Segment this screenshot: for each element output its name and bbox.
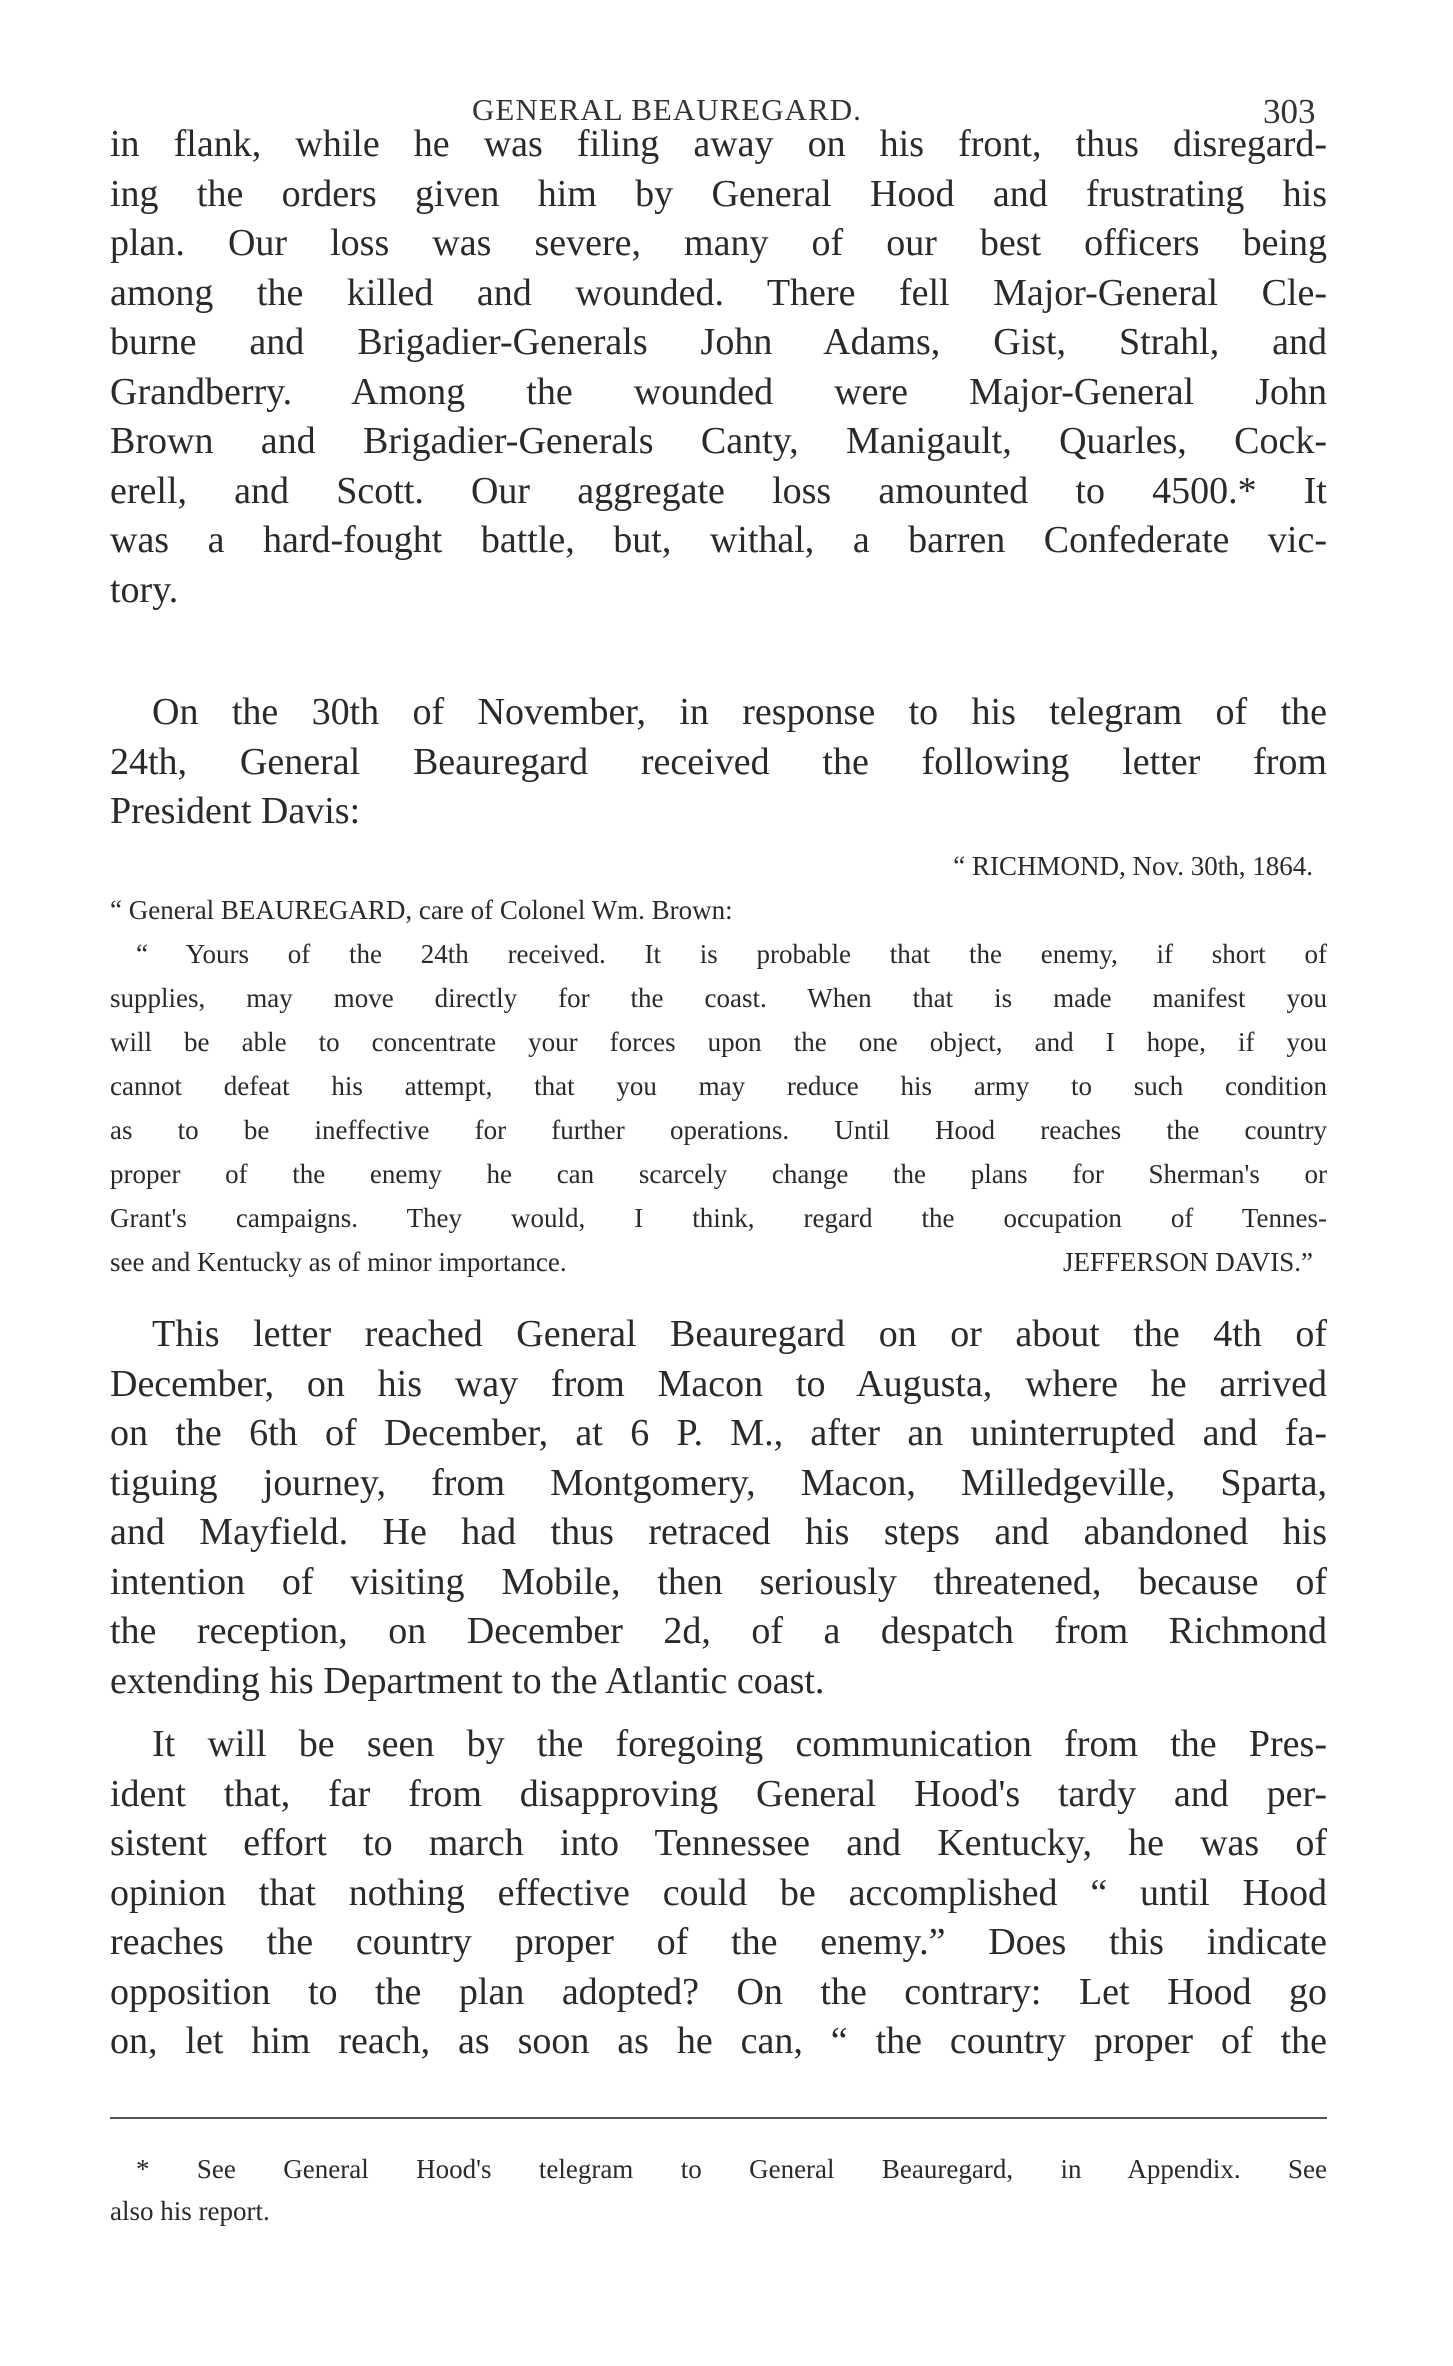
letter-line: will be able to concentrate your forces upon the one object, and I hope, if you	[110, 1027, 1327, 1057]
text-line: It will be seen by the foregoing communication from the Pres-	[152, 1723, 1327, 1765]
text-line: in flank, while he was filing away on his front, thus disregard-	[110, 123, 1327, 165]
text-line: sistent effort to march into Tennessee and Kentucky, he was of	[110, 1822, 1327, 1864]
paragraph-foregoing	[110, 1720, 1327, 2067]
letter-signature: JEFFERSON DAVIS.”	[1062, 1247, 1313, 1277]
text-line: This letter reached General Beauregard on or about the 4th of	[152, 1313, 1327, 1355]
text-line: intention of visiting Mobile, then seriously threatened, because of	[110, 1560, 1327, 1603]
footnote-line: also his report.	[110, 2196, 270, 2226]
text-line: ing the orders given him by General Hood and frustrating his	[110, 172, 1327, 215]
letter-dateline: “ RICHMOND, Nov. 30th, 1864.	[953, 851, 1313, 881]
text-line: extending his Department to the Atlantic coast.	[110, 1659, 825, 1702]
letter-salutation: “ General BEAUREGARD, care of Colonel Wm. Brown:	[110, 895, 733, 925]
text-line: Grandberry. Among the wounded were Major-General John	[110, 370, 1327, 413]
text-line: Brown and Brigadier-Generals Canty, Manigault, Quarles, Cock-	[110, 420, 1327, 462]
paragraph-november	[110, 688, 1327, 837]
footnote	[110, 2148, 1327, 2232]
text-line: burne and Brigadier-Generals John Adams, Gist, Strahl, and	[110, 321, 1327, 363]
text-line: 24th, General Beauregard received the following letter from	[110, 740, 1327, 783]
text-line: on, let him reach, as soon as he can, “ the country proper of the	[110, 2020, 1327, 2062]
text-line: On the 30th of November, in response to his telegram of the	[152, 691, 1327, 733]
footnote-line: * See General Hood's telegram to General Beauregard, in Appendix. See	[136, 2154, 1327, 2184]
paragraph-flank	[110, 120, 1327, 615]
letter-line: supplies, may move directly for the coast. When that is made manifest you	[110, 983, 1327, 1013]
text-line: and Mayfield. He had thus retraced his steps and abandoned his	[110, 1511, 1327, 1553]
text-line: erell, and Scott. Our aggregate loss amounted to 4500.* It	[110, 469, 1327, 512]
footnote-divider	[110, 2117, 1327, 2119]
text-line: tiguing journey, from Montgomery, Macon, Milledgeville, Sparta,	[110, 1461, 1327, 1504]
text-line: on the 6th of December, at 6 P. M., after an uninterrupted and fa-	[110, 1412, 1327, 1454]
text-line: was a hard-fought battle, but, withal, a barren Confederate vic-	[110, 519, 1327, 561]
letter-closing	[110, 1240, 1327, 1284]
text-line: December, on his way from Macon to Augusta, where he arrived	[110, 1362, 1327, 1405]
letter-line: “ Yours of the 24th received. It is probable that the enemy, if short of	[136, 939, 1327, 969]
letter-line: cannot defeat his attempt, that you may reduce his army to such condition	[110, 1071, 1327, 1101]
letter-block	[110, 844, 1327, 1284]
letter-line: Grant's campaigns. They would, I think, regard the occupation of Tennes-	[110, 1203, 1327, 1233]
text-line: tory.	[110, 568, 179, 611]
text-line: the reception, on December 2d, of a despatch from Richmond	[110, 1610, 1327, 1652]
text-line: ident that, far from disapproving General Hood's tardy and per-	[110, 1772, 1327, 1815]
running-title: GENERAL BEAUREGARD.	[472, 92, 862, 127]
text-line: President Davis:	[110, 790, 361, 832]
letter-line: as to be ineffective for further operations. Until Hood reaches the country	[110, 1115, 1327, 1145]
letter-closing-text: see and Kentucky as of minor importance.	[110, 1247, 567, 1277]
text-line: opinion that nothing effective could be accomplished “ until Hood	[110, 1871, 1327, 1914]
letter-line: proper of the enemy he can scarcely change the plans for Sherman's or	[110, 1159, 1327, 1189]
text-line: plan. Our loss was severe, many of our best officers being	[110, 222, 1327, 264]
paragraph-letter-reached	[110, 1310, 1327, 1706]
text-line: among the killed and wounded. There fell Major-General Cle-	[110, 271, 1327, 314]
page-number: 303	[1263, 92, 1316, 131]
text-line: reaches the country proper of the enemy.” Does this indicate	[110, 1921, 1327, 1963]
text-line: opposition to the plan adopted? On the contrary: Let Hood go	[110, 1970, 1327, 2013]
